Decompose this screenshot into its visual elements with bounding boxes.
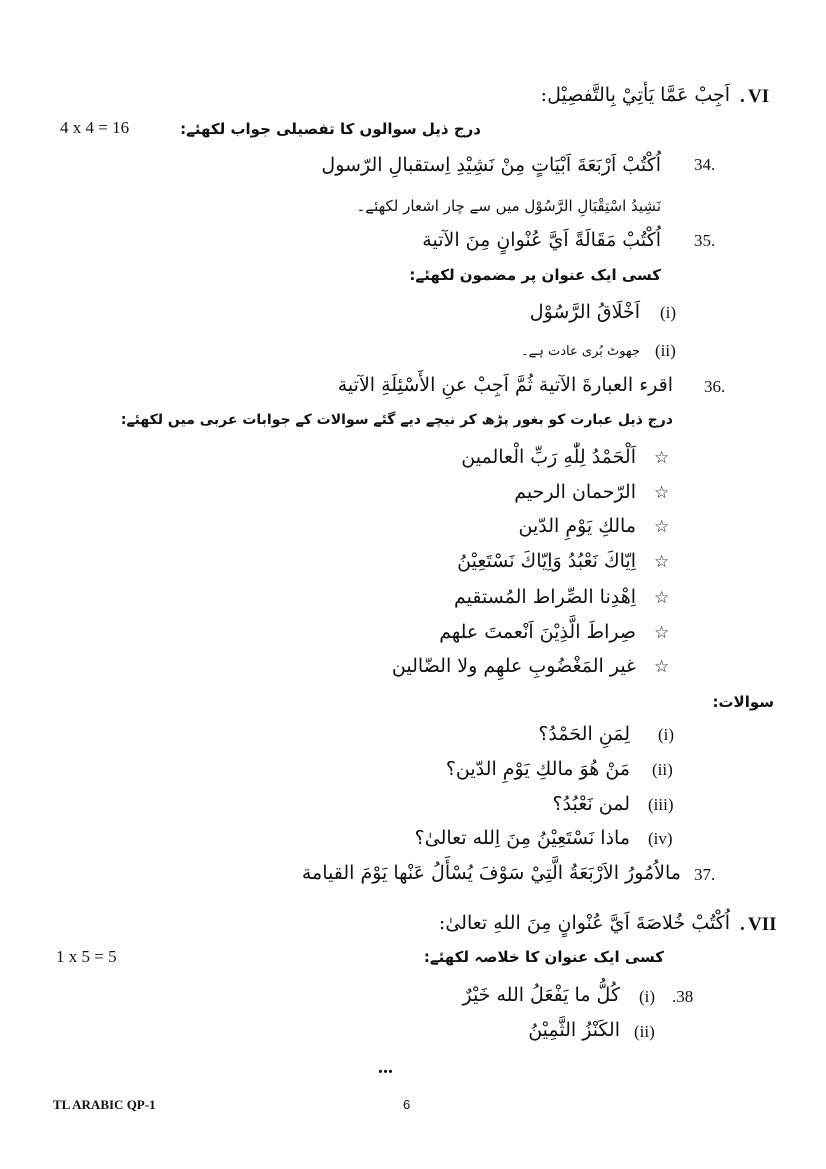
q36-number: 36. <box>704 377 726 396</box>
q38-number: .38 <box>672 987 694 1006</box>
star-icon: ☆ <box>654 623 670 643</box>
section-vii-dot: . <box>740 914 745 935</box>
question-label-1: (i) <box>658 725 675 744</box>
question-text-3: لمن نَعْبُدُ؟ <box>552 793 630 815</box>
star-icon: ☆ <box>654 517 670 537</box>
footer-code: TL ARABIC QP-1 <box>53 1097 156 1112</box>
q35-option-label-1: (i) <box>660 303 677 322</box>
section-vii-marks: 1 x 5 = 5 <box>56 947 117 966</box>
q35-arabic: اُكْتُبْ مَقَالَةً اَيَّ عُنْوانٍ مِنَ الآتية <box>422 229 661 251</box>
section-vi-arabic-heading: اَجِبْ عَمَّا يَأتِيْ بِالتَّفصِيْل: <box>540 84 730 106</box>
q36-arabic: اقرء العبارةَ الآتية ثُمَّ اَجِبْ عنِ الأَسْئِلَةِ الآتية <box>337 374 673 396</box>
verse-2: الرّحمان الرحيم <box>514 481 636 503</box>
question-text-2: مَنْ هُوَ مالكِ يَوْمِ الدّين؟ <box>445 758 630 780</box>
ellipsis: ... <box>378 1056 393 1078</box>
q38-option-label-2: (ii) <box>634 1022 655 1041</box>
star-icon: ☆ <box>654 448 670 468</box>
section-vi-marks: 4 x 4 = 16 <box>60 118 130 137</box>
page-number: 6 <box>403 1097 411 1112</box>
question-text-1: لِمَنِ الحَمْدُ؟ <box>538 723 630 745</box>
question-label-4: (iv) <box>648 829 673 848</box>
star-icon: ☆ <box>654 552 670 572</box>
q34-arabic: اُكْتُبْ اَرْبَعَةَ اَبْيَاتٍ مِنْ نَشِيْدِ اِستقبالِ الرّسول <box>321 154 661 176</box>
section-vi-roman: VI <box>748 86 770 107</box>
verse-4: اِيّاكَ نَعْبُدُ وَاِيّاكَ نَسْتَعِيْنُ <box>457 550 636 572</box>
q37-number: 37. <box>694 865 716 884</box>
q38-option-label-1: (i) <box>639 987 656 1006</box>
questions-heading: سوالات: <box>712 693 774 711</box>
verse-7: غير المَغْضُوبِ علهِم ولا الضّالين <box>391 655 636 677</box>
star-icon: ☆ <box>654 657 670 677</box>
q38-option-text-2: الكَنْزُ الثَّمِيْنُ <box>528 1019 620 1041</box>
question-label-3: (iii) <box>648 795 674 814</box>
q35-option-label-2: (ii) <box>655 341 676 360</box>
star-icon: ☆ <box>654 483 670 503</box>
section-vii-roman: VII <box>748 914 777 935</box>
q37-arabic: مالاُمُورُ الاَرْبَعَةُ الَّتِيْ سَوْفَ يُسْأَلُ عَنْها يَوْمَ القيامة <box>301 862 681 884</box>
q35-number: 35. <box>694 231 716 250</box>
q38-option-text-1: كُلُّ ما يَفْعَلُ الله خَيْرٌ <box>462 984 620 1006</box>
q34-urdu: نَشِيدُ اسْتِقْبَالِ الرَّسُوْل میں سے چار اشعار لکھئے۔ <box>356 197 661 215</box>
star-icon: ☆ <box>654 588 670 608</box>
verse-1: اَلْحَمْدُ لِلّٰهِ رَبِّ الْعالمين <box>461 446 636 468</box>
q35-option-text-2: جھوٹ بُری عادت ہے۔ <box>521 344 640 359</box>
section-vii-arabic-heading: اُكْتُبْ خُلاصَةَ اَيَّ عُنْوانٍ مِنَ اللهِ تعالىٰ: <box>438 912 730 934</box>
section-vii-urdu-heading: کسی ایک عنوان کا خلاصہ لکھئے: <box>423 948 664 966</box>
q35-urdu: کسی ایک عنوان پر مضمون لکھئے: <box>409 266 661 284</box>
q36-urdu: درج ذیل عبارت کو بغور پڑھ کر نیچے دیے گئے سوالات کے جوابات عربی میں لکھئے: <box>120 412 673 428</box>
section-vi-dot: . <box>740 86 745 107</box>
section-vi-urdu-heading: درج ذیل سوالوں کا تفصیلی جواب لکھئے: <box>180 120 481 138</box>
verse-5: اِهْدِنا الصِّراط المُستقيم <box>453 586 636 608</box>
question-text-4: ماذا نَسْتَعِيْنُ مِنَ اِلله تعالىٰ؟ <box>414 827 630 849</box>
verse-6: صِراطَ الَّذِيْنَ اَنْعمتَ علهم <box>439 621 636 643</box>
q35-option-text-1: اَخْلَاقُ الرَّسُوْل <box>529 301 640 323</box>
q34-number: 34. <box>694 155 716 174</box>
question-label-2: (ii) <box>652 760 673 779</box>
verse-3: مالكِ يَوْمِ الدّين <box>518 515 636 537</box>
